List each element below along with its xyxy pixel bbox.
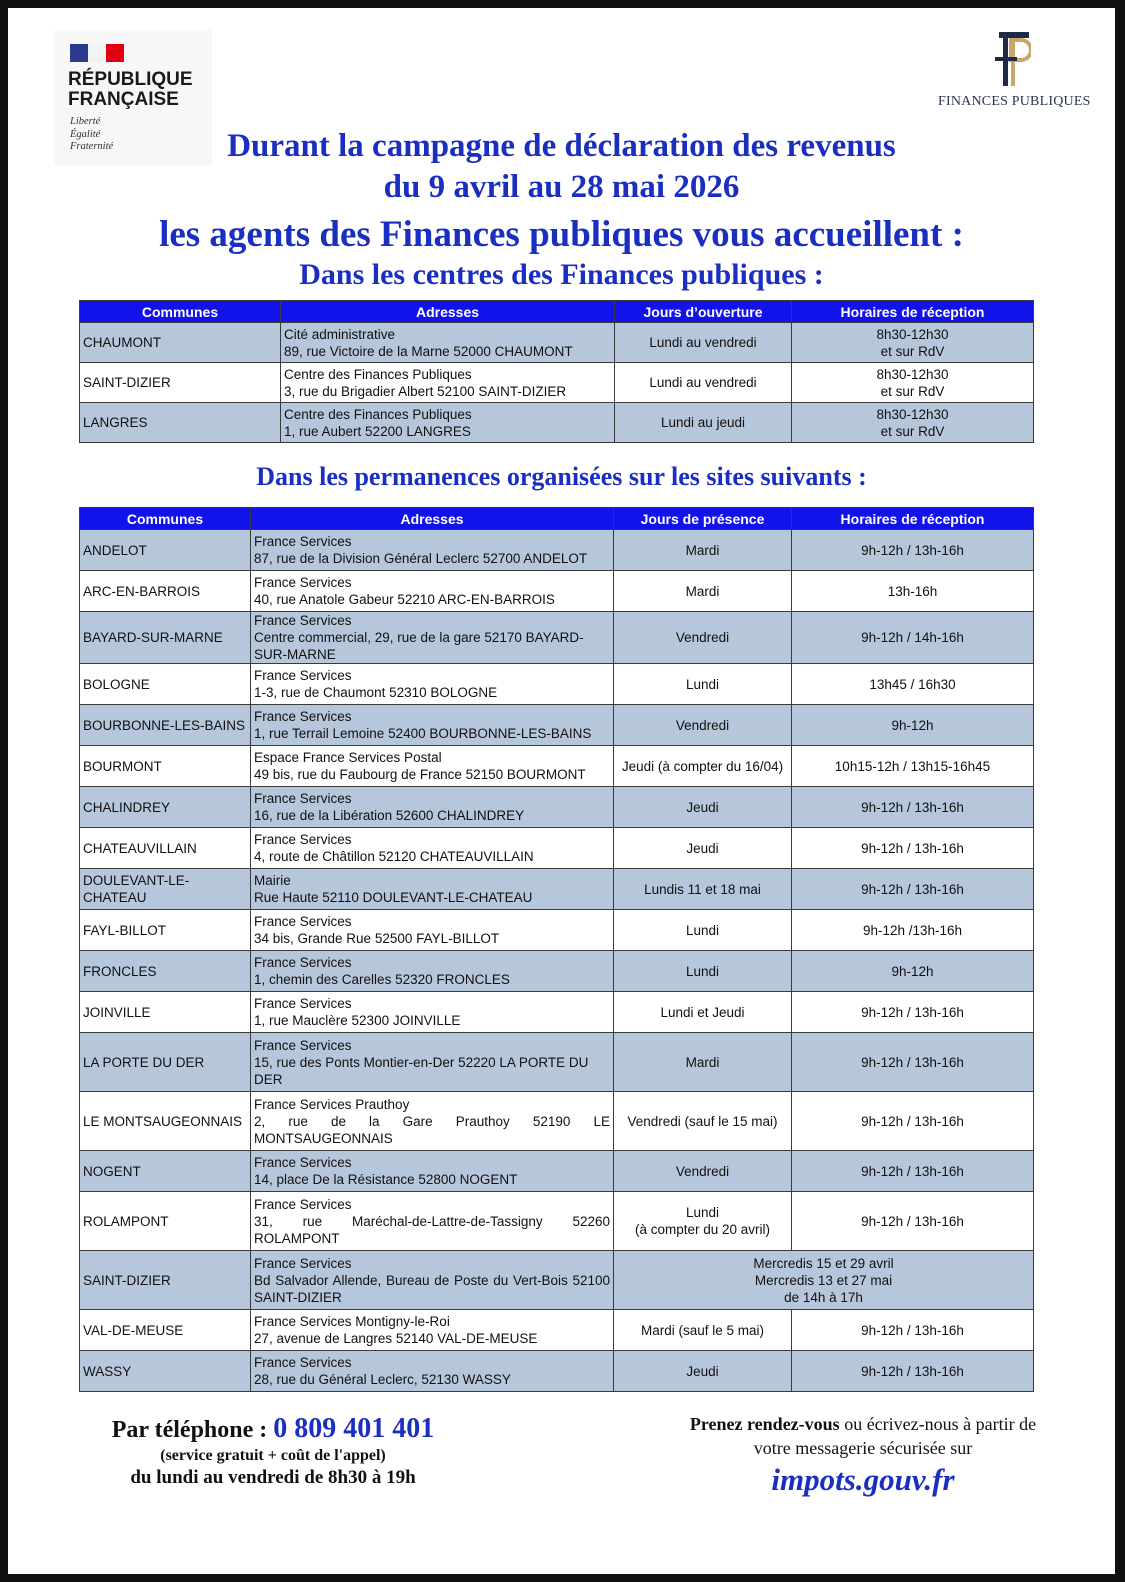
address-line-2: 34 bis, Grande Rue 52500 FAYL-BILLOT: [254, 931, 500, 946]
address-line-1: France Services: [254, 1355, 352, 1370]
jours-cell: Jeudi: [614, 1351, 792, 1392]
column-header-communes: Communes: [80, 508, 251, 530]
table-row: [80, 1151, 1034, 1192]
heading-dates: du 9 avril au 28 mai 2026: [383, 169, 740, 205]
horaires-line-1: 8h30-12h30: [876, 406, 949, 422]
table-row: [80, 571, 1034, 612]
republique-francaise-name: RÉPUBLIQUE FRANÇAISE: [68, 69, 193, 110]
schedule-line-1: Mercredis 15 et 29 avril: [753, 1255, 894, 1271]
column-header-horaires: Horaires de réception: [792, 301, 1034, 323]
table-row: [80, 612, 1034, 664]
schedule-line-2: Mercredis 13 et 27 mai: [754, 1272, 893, 1288]
address-cell: [251, 869, 614, 910]
horaires-cell: 13h45 / 16h30: [792, 664, 1034, 705]
flyer-page: [8, 8, 1115, 1574]
column-header-adresses: Adresses: [251, 508, 614, 530]
jours-cell: Mardi: [614, 1033, 792, 1092]
website-link[interactable]: impots.gouv.fr: [771, 1462, 955, 1497]
address-cell: [251, 1251, 614, 1310]
horaires-cell: [792, 323, 1034, 363]
address-line-1: France Services: [254, 914, 352, 929]
table-row: [80, 1192, 1034, 1251]
table-row: [80, 910, 1034, 951]
address-cell: [251, 1310, 614, 1351]
finances-publiques-logo: [933, 30, 1098, 110]
address-line-2: 27, avenue de Langres 52140 VAL-DE-MEUSE: [254, 1331, 538, 1346]
horaires-cell: 9h-12h /13h-16h: [792, 910, 1034, 951]
heading-agents: les agents des Finances publiques vous accueillent :: [159, 214, 964, 255]
horaires-cell: [792, 403, 1034, 443]
phone-number[interactable]: 0 809 401 401: [273, 1413, 435, 1444]
republique-motto: Liberté Égalité Fraternité: [70, 116, 114, 152]
commune-cell: LANGRES: [80, 403, 281, 443]
address-line-2: 1, rue Mauclère 52300 JOINVILLE: [254, 1013, 461, 1028]
address-line-2: 49 bis, rue du Faubourg de France 52150 BOURMONT: [254, 767, 586, 782]
table-row: [80, 1092, 1034, 1151]
commune-cell: NOGENT: [80, 1151, 251, 1192]
horaires-cell: 9h-12h / 13h-16h: [792, 992, 1034, 1033]
address-cell: [251, 787, 614, 828]
commune-cell: ROLAMPONT: [80, 1192, 251, 1251]
address-line-1: Cité administrative: [284, 326, 396, 342]
heading-centres: Dans les centres des Finances publiques :: [299, 258, 824, 291]
jours-line-1: Lundi: [685, 1205, 720, 1220]
online-contact: [678, 1412, 1048, 1497]
column-header-jours: Jours d’ouverture: [615, 301, 792, 323]
commune-cell: FAYL-BILLOT: [80, 910, 251, 951]
horaires-cell: 9h-12h / 13h-16h: [792, 828, 1034, 869]
address-cell: [251, 705, 614, 746]
commune-cell: CHAUMONT: [80, 323, 281, 363]
phone-label: Par téléphone :: [111, 1417, 274, 1443]
address-line-1: France Services: [254, 1196, 352, 1212]
table-row: [80, 705, 1034, 746]
table-row: [80, 1351, 1034, 1392]
horaires-line-2: et sur RdV: [880, 343, 945, 359]
address-line-2: 89, rue Victoire de la Marne 52000 CHAUMONT: [284, 343, 573, 359]
commune-cell: BOLOGNE: [80, 664, 251, 705]
address-line-1: France Services Montigny-le-Roi: [254, 1314, 450, 1329]
jours-cell: Vendredi: [614, 1151, 792, 1192]
address-line-2: 40, rue Anatole Gabeur 52210 ARC-EN-BARROIS: [254, 592, 555, 607]
horaires-cell: 9h-12h: [792, 951, 1034, 992]
address-cell: [251, 571, 614, 612]
jours-horaires-merged-cell: [614, 1251, 1034, 1310]
horaires-cell: 9h-12h / 13h-16h: [792, 1192, 1034, 1251]
heading-campaign: Durant la campagne de déclaration des revenus: [227, 128, 896, 164]
address-cell: [281, 403, 615, 443]
horaires-line-1: 8h30-12h30: [876, 326, 949, 342]
jours-cell: Mardi: [614, 571, 792, 612]
address-line-2: Rue Haute 52110 DOULEVANT-LE-CHATEAU: [254, 890, 533, 905]
horaires-cell: 9h-12h / 13h-16h: [792, 869, 1034, 910]
table-row: [80, 1251, 1034, 1310]
table-row: [80, 787, 1034, 828]
commune-cell: WASSY: [80, 1351, 251, 1392]
address-cell: [251, 1151, 614, 1192]
horaires-cell: 9h-12h / 13h-16h: [792, 1092, 1034, 1151]
commune-cell: LE MONTSAUGEONNAIS: [80, 1092, 251, 1151]
jours-cell: Mardi (sauf le 5 mai): [614, 1310, 792, 1351]
commune-cell: CHALINDREY: [80, 787, 251, 828]
address-cell: [251, 1033, 614, 1092]
jours-cell: Jeudi: [614, 787, 792, 828]
table-row: [80, 403, 1034, 443]
address-cell: [251, 1192, 614, 1251]
finances-publiques-text: FINANCES PUBLIQUES: [938, 94, 1091, 109]
address-line-1: France Services Prauthoy: [254, 1096, 410, 1112]
address-line-2: 1, rue Aubert 52200 LANGRES: [284, 423, 471, 439]
address-line-1: France Services: [254, 575, 352, 590]
jours-cell: Vendredi: [614, 612, 792, 664]
address-cell: [251, 746, 614, 787]
table-row: [80, 869, 1034, 910]
table-row: [80, 664, 1034, 705]
commune-cell: JOINVILLE: [80, 992, 251, 1033]
address-cell: [251, 951, 614, 992]
address-line-1: Mairie: [254, 873, 291, 888]
horaires-cell: 9h-12h / 13h-16h: [792, 1310, 1034, 1351]
address-cell: [251, 828, 614, 869]
column-header-horaires: Horaires de réception: [792, 508, 1034, 530]
commune-cell: DOULEVANT-LE-CHATEAU: [80, 869, 251, 910]
jours-cell: Jeudi: [614, 828, 792, 869]
address-line-2: 16, rue de la Libération 52600 CHALINDREY: [254, 808, 525, 823]
address-cell: [281, 323, 615, 363]
commune-cell: VAL-DE-MEUSE: [80, 1310, 251, 1351]
address-line-1: Centre des Finances Publiques: [284, 406, 472, 422]
jours-cell: Lundi au jeudi: [615, 403, 792, 443]
commune-cell: FRONCLES: [80, 951, 251, 992]
address-line-2: 28, rue du Général Leclerc, 52130 WASSY: [254, 1372, 511, 1387]
address-line-1: France Services: [254, 613, 352, 628]
phone-contact: [68, 1413, 478, 1489]
horaires-cell: 9h-12h: [792, 705, 1034, 746]
jours-cell: Lundi et Jeudi: [614, 992, 792, 1033]
address-cell: [251, 910, 614, 951]
jours-cell: Mardi: [614, 530, 792, 571]
commune-cell: BOURMONT: [80, 746, 251, 787]
address-line-1: Espace France Services Postal: [254, 750, 442, 765]
horaires-cell: [792, 363, 1034, 403]
address-line-1: France Services: [254, 1155, 352, 1170]
address-line-2: 14, place De la Résistance 52800 NOGENT: [254, 1172, 518, 1187]
table-row: [80, 363, 1034, 403]
address-line-1: France Services: [254, 709, 352, 724]
commune-cell: ANDELOT: [80, 530, 251, 571]
centres-table: [79, 300, 1034, 443]
commune-cell: LA PORTE DU DER: [80, 1033, 251, 1092]
address-line-2: 2, rue de la Gare Prauthoy 52190 LE MONTSAUGEONNAIS: [254, 1113, 610, 1146]
jours-cell: Vendredi (sauf le 15 mai): [614, 1092, 792, 1151]
address-cell: [251, 612, 614, 664]
horaires-line-1: 8h30-12h30: [876, 366, 949, 382]
phone-hours: du lundi au vendredi de 8h30 à 19h: [130, 1467, 416, 1488]
horaires-cell: 13h-16h: [792, 571, 1034, 612]
address-line-2: 1, rue Terrail Lemoine 52400 BOURBONNE-LES-BAINS: [254, 726, 592, 741]
address-line-2: 3, rue du Brigadier Albert 52100 SAINT-DIZIER: [284, 383, 567, 399]
commune-cell: BOURBONNE-LES-BAINS: [80, 705, 251, 746]
horaires-cell: 10h15-12h / 13h15-16h45: [792, 746, 1034, 787]
heading-permanences: Dans les permanences organisées sur les sites suivants :: [256, 462, 867, 491]
address-line-2: 4, route de Châtillon 52120 CHATEAUVILLAIN: [254, 849, 534, 864]
jours-cell: [614, 1192, 792, 1251]
address-line-1: France Services: [254, 996, 352, 1011]
horaires-cell: 9h-12h / 13h-16h: [792, 530, 1034, 571]
jours-cell: Lundi au vendredi: [615, 363, 792, 403]
address-line-2: 15, rue des Ponts Montier-en-Der 52220 LA PORTE DU DER: [254, 1054, 589, 1087]
address-line-1: France Services: [254, 832, 352, 847]
column-header-adresses: Adresses: [281, 301, 615, 323]
horaires-cell: 9h-12h / 13h-16h: [792, 1151, 1034, 1192]
commune-cell: BAYARD-SUR-MARNE: [80, 612, 251, 664]
table-row: [80, 1033, 1034, 1092]
horaires-line-2: et sur RdV: [880, 383, 945, 399]
table-row: [80, 828, 1034, 869]
jours-cell: Lundi: [614, 951, 792, 992]
address-cell: [251, 992, 614, 1033]
address-cell: [251, 664, 614, 705]
rdv-text: ou écrivez-nous à partir de votre messagerie sécurisée sur: [753, 1414, 1037, 1458]
table-row: [80, 951, 1034, 992]
permanences-table: [79, 507, 1034, 1392]
jours-cell: Jeudi (à compter du 16/04): [614, 746, 792, 787]
horaires-cell: 9h-12h / 14h-16h: [792, 612, 1034, 664]
commune-cell: SAINT-DIZIER: [80, 363, 281, 403]
horaires-cell: 9h-12h / 13h-16h: [792, 787, 1034, 828]
commune-cell: CHATEAUVILLAIN: [80, 828, 251, 869]
table-row: [80, 746, 1034, 787]
address-line-2: Bd Salvador Allende, Bureau de Poste du Vert-Bois 52100 SAINT-DIZIER: [254, 1272, 610, 1305]
jours-cell: Lundi: [614, 910, 792, 951]
address-line-2: Centre commercial, 29, rue de la gare 52170 BAYARD-SUR-MARNE: [254, 630, 584, 662]
address-line-2: 1, chemin des Carelles 52320 FRONCLES: [254, 972, 510, 987]
jours-cell: Lundis 11 et 18 mai: [614, 869, 792, 910]
commune-cell: SAINT-DIZIER: [80, 1251, 251, 1310]
address-cell: [251, 530, 614, 571]
jours-cell: Lundi: [614, 664, 792, 705]
column-header-jours: Jours de présence: [614, 508, 792, 530]
commune-cell: ARC-EN-BARROIS: [80, 571, 251, 612]
address-line-1: France Services: [254, 955, 352, 970]
address-line-1: France Services: [254, 1255, 352, 1271]
fp-monogram-icon: [991, 30, 1031, 88]
address-line-2: 31, rue Maréchal-de-Lattre-de-Tassigny 52260 ROLAMPONT: [254, 1213, 610, 1246]
address-cell: [251, 1092, 614, 1151]
address-line-2: 1-3, rue de Chaumont 52310 BOLOGNE: [254, 685, 498, 700]
address-cell: [281, 363, 615, 403]
horaires-cell: 9h-12h / 13h-16h: [792, 1351, 1034, 1392]
column-header-communes: Communes: [80, 301, 281, 323]
address-line-2: 87, rue de la Division Général Leclerc 52700 ANDELOT: [254, 551, 588, 566]
address-line-1: France Services: [254, 668, 352, 683]
phone-note: (service gratuit + coût de l'appel): [160, 1447, 386, 1464]
address-cell: [251, 1351, 614, 1392]
table-row: [80, 992, 1034, 1033]
schedule-line-3: de 14h à 17h: [784, 1289, 863, 1305]
rdv-bold: Prenez rendez-vous: [689, 1414, 840, 1434]
address-line-1: Centre des Finances Publiques: [284, 366, 472, 382]
table-row: [80, 530, 1034, 571]
address-line-1: France Services: [254, 534, 352, 549]
jours-cell: Vendredi: [614, 705, 792, 746]
table-row: [80, 1310, 1034, 1351]
jours-line-2: (à compter du 20 avril): [634, 1222, 771, 1237]
table-row: [80, 323, 1034, 363]
horaires-cell: 9h-12h / 13h-16h: [792, 1033, 1034, 1092]
french-flag-icon: [70, 44, 124, 62]
jours-cell: Lundi au vendredi: [615, 323, 792, 363]
address-line-1: France Services: [254, 791, 352, 806]
address-line-1: France Services: [254, 1037, 352, 1053]
horaires-line-2: et sur RdV: [880, 423, 945, 439]
